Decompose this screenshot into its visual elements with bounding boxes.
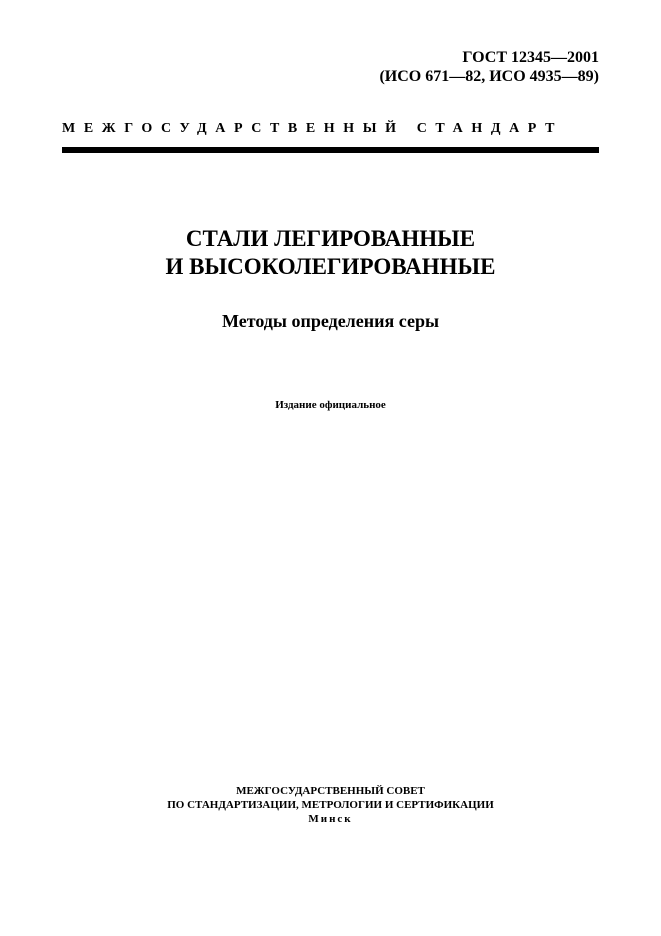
- publisher-line-2: ПО СТАНДАРТИЗАЦИИ, МЕТРОЛОГИИ И СЕРТИФИКАЦИИ: [167, 799, 494, 811]
- edition-label: Издание официальное: [275, 399, 386, 411]
- gost-designation: [379, 48, 599, 86]
- standard-type: МЕЖГОСУДАРСТВЕННЫЙ СТАНДАРТ: [62, 121, 564, 136]
- title-line-2: И ВЫСОКОЛЕГИРОВАННЫЕ: [165, 254, 496, 279]
- title-line-1: СТАЛИ ЛЕГИРОВАННЫЕ: [185, 226, 476, 251]
- document-title: [0, 225, 661, 281]
- publisher-city: Минск: [308, 813, 353, 825]
- gost-number: ГОСТ 12345—2001: [462, 49, 599, 66]
- header-rule: [62, 147, 599, 153]
- document-subtitle: Методы определения серы: [221, 311, 440, 331]
- iso-references: (ИСО 671—82, ИСО 4935—89): [379, 68, 599, 85]
- publisher-block: [0, 784, 661, 826]
- publisher-line-1: МЕЖГОСУДАРСТВЕННЫЙ СОВЕТ: [236, 785, 425, 797]
